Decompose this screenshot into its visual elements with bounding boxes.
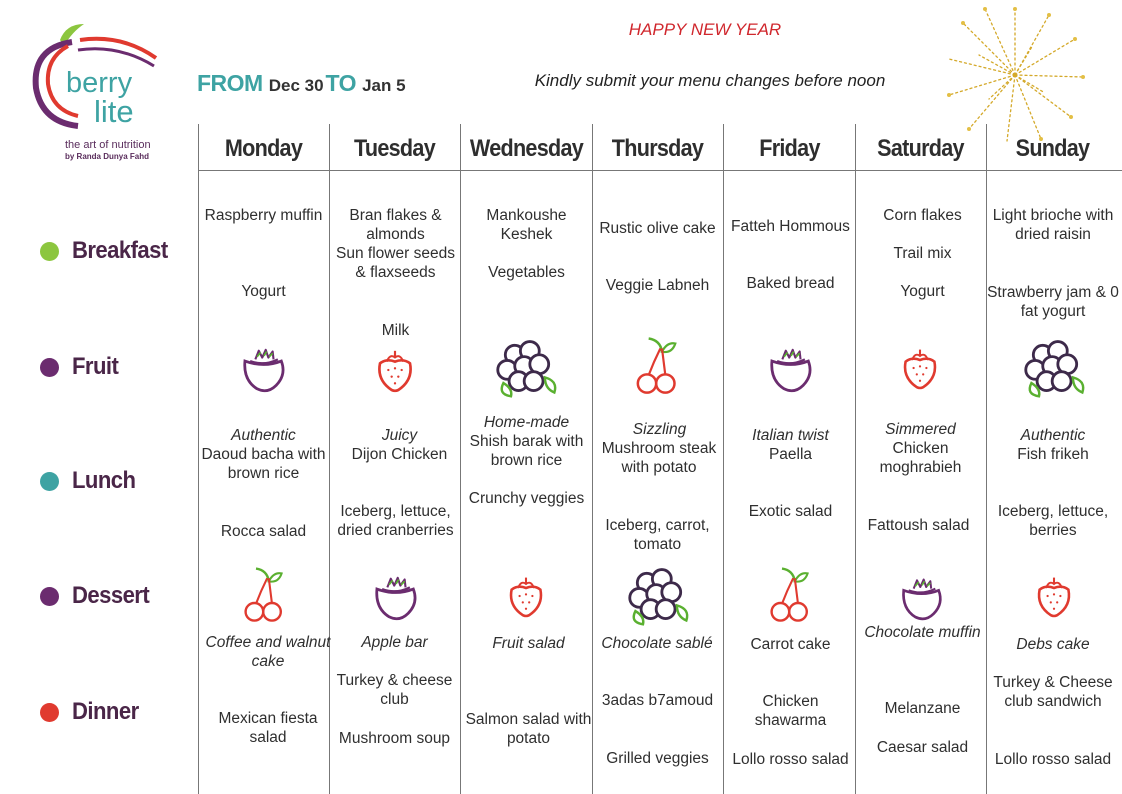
date-range bbox=[197, 70, 408, 102]
wednesday-lunch-side: Crunchy veggies bbox=[468, 490, 585, 507]
saturday-breakfast-2: Trail mix bbox=[893, 245, 952, 262]
thursday-breakfast-1: Rustic olive cake bbox=[599, 220, 716, 237]
berry-lite-logo bbox=[28, 18, 178, 168]
thursday-dinner-2: Grilled veggies bbox=[606, 750, 709, 767]
sunday-lunch-main: Fish frikeh bbox=[1017, 446, 1089, 463]
grapes-icon bbox=[494, 334, 560, 400]
meal-label-text: Dessert bbox=[72, 582, 150, 609]
strawberry-icon bbox=[502, 568, 550, 624]
saturday-lunch-side: Fattoush salad bbox=[867, 517, 970, 534]
wednesday-dinner-1: Salmon salad with potato bbox=[465, 711, 592, 747]
blueberry-icon bbox=[897, 568, 947, 626]
logo-tagline bbox=[65, 139, 185, 163]
wednesday-lunch-title: Home-made bbox=[483, 414, 570, 431]
lunch-dot-icon bbox=[40, 472, 59, 491]
fruit-dot-icon bbox=[40, 358, 59, 377]
sunday-dinner-2: Lollo rosso salad bbox=[994, 751, 1112, 768]
day-header-sunday: Sunday bbox=[1015, 135, 1090, 162]
from-label: FROM bbox=[197, 70, 263, 96]
logo-tagline-line1: the art of nutrition bbox=[65, 139, 151, 151]
meal-label-lunch bbox=[40, 466, 141, 496]
thursday-lunch-side: Iceberg, carrot, tomato bbox=[605, 517, 710, 553]
wednesday-breakfast-1: Mankoushe Keshek bbox=[486, 207, 567, 243]
dessert-dot-icon bbox=[40, 587, 59, 606]
header-divider bbox=[198, 170, 1122, 171]
friday-lunch-title: Italian twist bbox=[752, 427, 829, 444]
friday-lunch-main: Paella bbox=[768, 446, 813, 463]
saturday-dessert: Chocolate muffin bbox=[864, 624, 981, 641]
meal-label-text: Fruit bbox=[72, 353, 119, 380]
tuesday-breakfast-2: Sun flower seeds & flaxseeds bbox=[336, 245, 455, 281]
meal-label-text: Breakfast bbox=[72, 237, 168, 264]
menu-change-notice: Kindly submit your menu changes before noon bbox=[534, 71, 886, 90]
day-header-tuesday: Tuesday bbox=[354, 135, 435, 162]
logo-tagline-line2: by Randa Dunya Fahd bbox=[65, 152, 150, 161]
greeting: HAPPY NEW YEAR bbox=[628, 20, 782, 39]
tuesday-breakfast-3: Milk bbox=[381, 322, 410, 339]
friday-dinner-1: Chicken shawarma bbox=[754, 693, 827, 729]
day-header-monday: Monday bbox=[224, 135, 303, 162]
blueberry-icon bbox=[238, 338, 290, 398]
thursday-breakfast-2: Veggie Labneh bbox=[605, 277, 710, 294]
wednesday-breakfast-2: Vegetables bbox=[488, 264, 565, 281]
to-date: Jan 5 bbox=[362, 76, 406, 95]
meal-label-dessert bbox=[40, 581, 156, 611]
saturday-lunch-main: Chicken moghrabieh bbox=[879, 440, 962, 476]
cherry-icon bbox=[766, 562, 814, 628]
meal-label-text: Lunch bbox=[72, 467, 136, 494]
friday-dinner-2: Lollo rosso salad bbox=[732, 751, 849, 768]
logo-graphic bbox=[28, 18, 178, 143]
meal-label-dinner bbox=[40, 697, 144, 727]
svg-text:lite: lite bbox=[94, 94, 134, 129]
saturday-breakfast-3: Yogurt bbox=[900, 283, 945, 300]
friday-lunch-side: Exotic salad bbox=[748, 503, 833, 520]
day-header-saturday: Saturday bbox=[877, 135, 964, 162]
sunday-lunch-side: Iceberg, lettuce, berries bbox=[997, 503, 1109, 539]
strawberry-icon bbox=[896, 340, 944, 396]
friday-breakfast-2: Baked bread bbox=[746, 275, 835, 292]
monday-dinner-1: Mexican fiesta salad bbox=[218, 710, 318, 746]
saturday-lunch-title: Simmered bbox=[885, 421, 956, 438]
cherry-icon bbox=[240, 562, 288, 628]
tuesday-lunch-side: Iceberg, lettuce, dried cranberries bbox=[337, 503, 454, 539]
monday-dessert: Coffee and walnut cake bbox=[205, 634, 331, 670]
breakfast-dot-icon bbox=[40, 242, 59, 261]
day-header-thursday: Thursday bbox=[611, 135, 704, 162]
monday-lunch-side: Rocca salad bbox=[220, 523, 307, 540]
strawberry-icon bbox=[370, 342, 420, 398]
monday-breakfast-2: Yogurt bbox=[241, 283, 286, 300]
thursday-lunch-main: Mushroom steak with potato bbox=[601, 440, 717, 476]
tuesday-lunch-main: Dijon Chicken bbox=[351, 446, 448, 463]
cherry-icon bbox=[632, 332, 682, 400]
wednesday-dessert: Fruit salad bbox=[492, 635, 565, 652]
sunday-breakfast-1: Light brioche with dried raisin bbox=[992, 207, 1114, 243]
fireworks-icon bbox=[945, 5, 1085, 143]
tuesday-breakfast-1: Bran flakes & almonds bbox=[349, 207, 442, 243]
grapes-icon bbox=[626, 562, 692, 628]
monday-lunch-main: Daoud bacha with brown rice bbox=[201, 446, 326, 482]
tuesday-dinner-2: Mushroom soup bbox=[338, 730, 451, 747]
to-label: TO bbox=[325, 70, 357, 96]
grapes-icon bbox=[1022, 334, 1088, 400]
tuesday-lunch-title: Juicy bbox=[381, 427, 418, 444]
day-header-wednesday: Wednesday bbox=[469, 135, 584, 162]
sunday-dessert: Debs cake bbox=[1016, 636, 1090, 653]
sunday-dinner-1: Turkey & Cheese club sandwich bbox=[993, 674, 1113, 710]
friday-breakfast-1: Fatteh Hommous bbox=[731, 218, 850, 235]
blueberry-icon bbox=[765, 338, 817, 398]
sunday-lunch-title: Authentic bbox=[1020, 427, 1086, 444]
meal-label-fruit bbox=[40, 352, 122, 382]
friday-dessert: Carrot cake bbox=[750, 636, 831, 653]
tuesday-dinner-1: Turkey & cheese club bbox=[336, 672, 453, 708]
dinner-dot-icon bbox=[40, 703, 59, 722]
saturday-dinner-1: Melanzane bbox=[884, 700, 961, 717]
wednesday-lunch-main: Shish barak with brown rice bbox=[469, 433, 584, 469]
tuesday-dessert: Apple bar bbox=[361, 634, 428, 651]
meal-label-breakfast bbox=[40, 236, 176, 266]
blueberry-icon bbox=[370, 566, 422, 626]
from-date: Dec 30 bbox=[268, 76, 324, 95]
day-header-friday: Friday bbox=[759, 135, 820, 162]
thursday-lunch-title: Sizzling bbox=[632, 421, 687, 438]
thursday-dinner-1: 3adas b7amoud bbox=[601, 692, 714, 709]
saturday-dinner-2: Caesar salad bbox=[876, 739, 969, 756]
strawberry-icon bbox=[1030, 568, 1078, 624]
saturday-breakfast-1: Corn flakes bbox=[883, 207, 962, 224]
thursday-dessert: Chocolate sablé bbox=[601, 635, 713, 652]
sunday-breakfast-2: Strawberry jam & 0 fat yogurt bbox=[987, 284, 1119, 320]
monday-lunch-title: Authentic bbox=[231, 427, 296, 444]
monday-breakfast-1: Raspberry muffin bbox=[204, 207, 323, 224]
svg-text:berry: berry bbox=[66, 67, 133, 99]
meal-label-text: Dinner bbox=[72, 698, 139, 725]
